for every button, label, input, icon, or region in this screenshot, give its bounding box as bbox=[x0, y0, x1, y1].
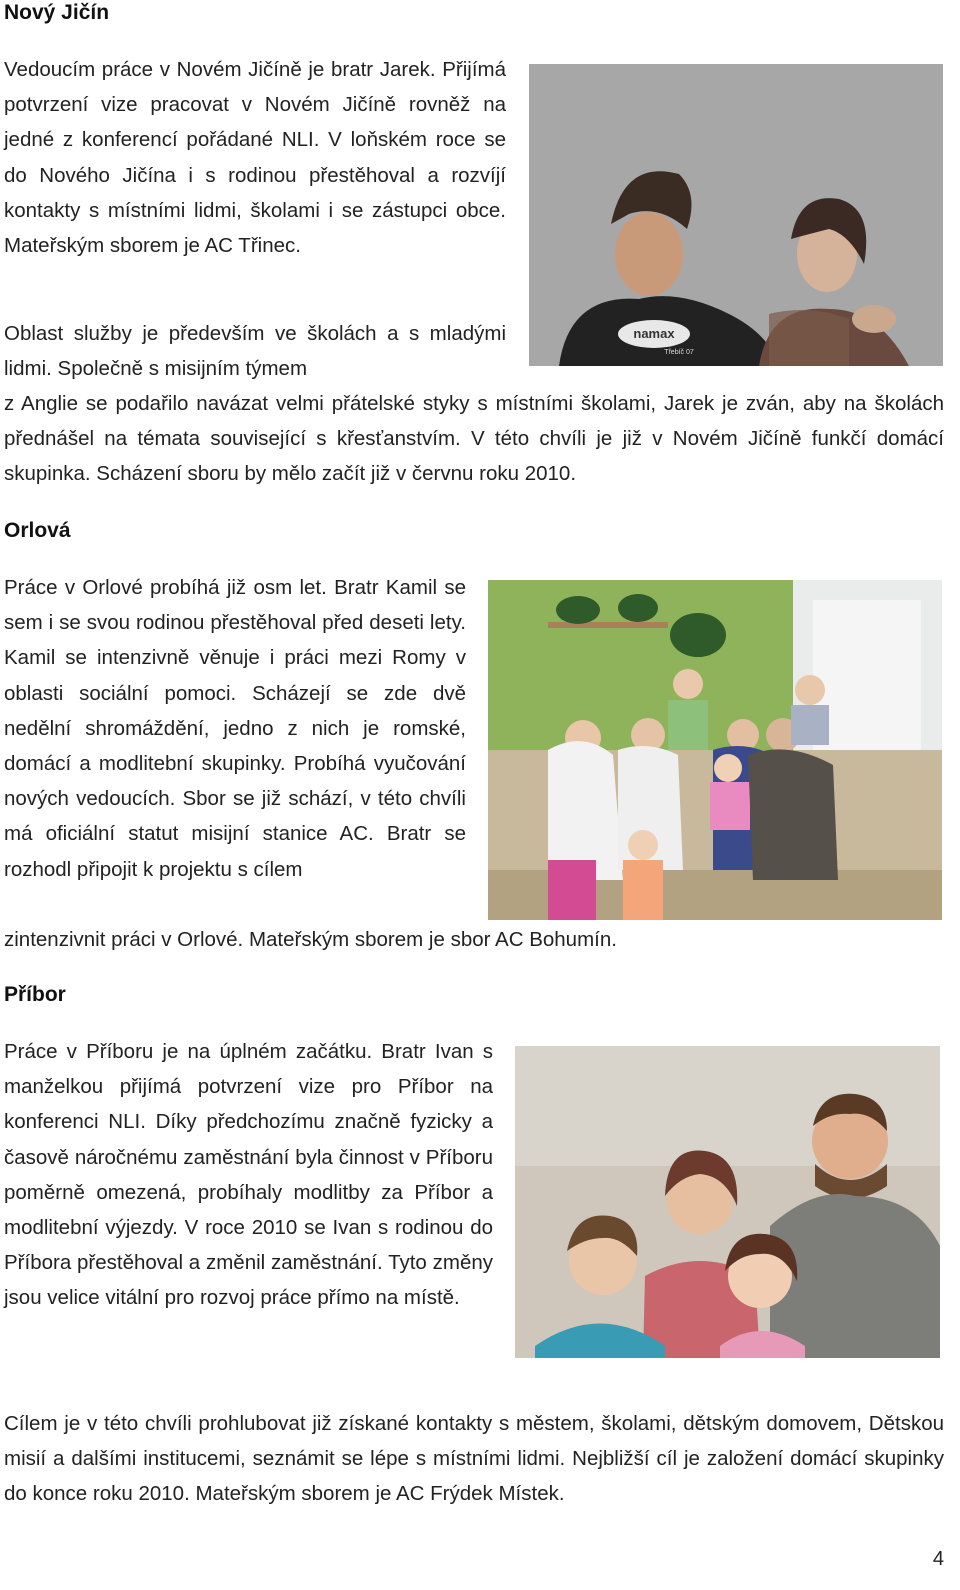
section-heading-pribor: Příbor bbox=[4, 983, 66, 1006]
page-number: 4 bbox=[932, 1548, 944, 1570]
orlova-paragraph-1: Práce v Orlové probíhá již osm let. Bratr Kamil se sem i se svou rodinou přestěhoval před deseti lety. Kamil se intenzivně věnuje i práci mezi Romy v oblasti sociální pomoci. Scházejí se zde dvě nedělní shromáždění, jedno z nich je romské, domácí a modlitební skupinky. Probíhá vyučování nových vedoucích. Sbor se již schází, v této chvíli má oficiální statut misijní stanice AC. Bratr se rozhodl připojit k projektu s cílem bbox=[4, 576, 466, 881]
novy-jicin-paragraph-1: Vedoucím práce v Novém Jičíně je bratr Jarek. Přijímá potvrzení vize pracovat v Novém Jičíně rovněž na jedné z konferencí pořádané NLI. V loňském roce se do Nového Jičína i s rodinou přestěhoval a rozvíjí kontakty s místními lidmi, školami i se zástupci obce. Mateřským sborem je AC Třinec. bbox=[4, 58, 506, 258]
family-portrait-photo bbox=[515, 1046, 940, 1358]
shirt-small-text: Třebíč 07 bbox=[664, 349, 694, 356]
family-on-sofa-photo bbox=[488, 580, 942, 920]
couple-photo-illustration bbox=[529, 64, 943, 366]
couple-photo bbox=[529, 64, 943, 366]
family-portrait-illustration bbox=[515, 1046, 940, 1358]
novy-jicin-paragraph-3: z Anglie se podařilo navázat velmi přátelské styky s místními školami, Jarek je zván, aby na školách přednášel na témata související s křesťanstvím. V této chvíli je již v Novém Jičíně funkčí domácí skupinka. Scházení sboru by mělo začít již v červnu roku 2010. bbox=[4, 392, 944, 486]
section-heading-orlova: Orlová bbox=[4, 519, 71, 542]
orlova-paragraph-2: zintenzivnit práci v Orlové. Mateřským sborem je sbor AC Bohumín. bbox=[4, 928, 617, 951]
family-on-sofa-illustration bbox=[488, 580, 942, 920]
pribor-paragraph-1: Práce v Příboru je na úplném začátku. Bratr Ivan s manželkou přijímá potvrzení vize pro Příbor na konferenci NLI. Díky předchozímu značně fyzicky a časově náročnému zaměstnání byla činnost v Příboru poměrně omezená, probíhaly modlitby za Příbor a modlitební výjezdy. V roce 2010 se Ivan s rodinou do Příbora přestěhoval a změnil zaměstnání. Tyto změny jsou velice vitální pro rozvoj práce přímo na místě. bbox=[4, 1040, 493, 1310]
shirt-logo-text: namax bbox=[633, 326, 675, 341]
novy-jicin-paragraph-2: Oblast služby je především ve školách a s mladými lidmi. Společně s misijním týmem bbox=[4, 322, 506, 381]
section-heading-novy-jicin: Nový Jičín bbox=[4, 1, 110, 24]
pribor-paragraph-2: Cílem je v této chvíli prohlubovat již získané kontakty s městem, školami, dětským domovem, Dětskou misií a dalšími institucemi, seznámit se lépe s místními lidmi. Nejbližší cíl je založení domácí skupinky do konce roku 2010. Mateřským sborem je AC Frýdek Místek. bbox=[4, 1412, 944, 1506]
